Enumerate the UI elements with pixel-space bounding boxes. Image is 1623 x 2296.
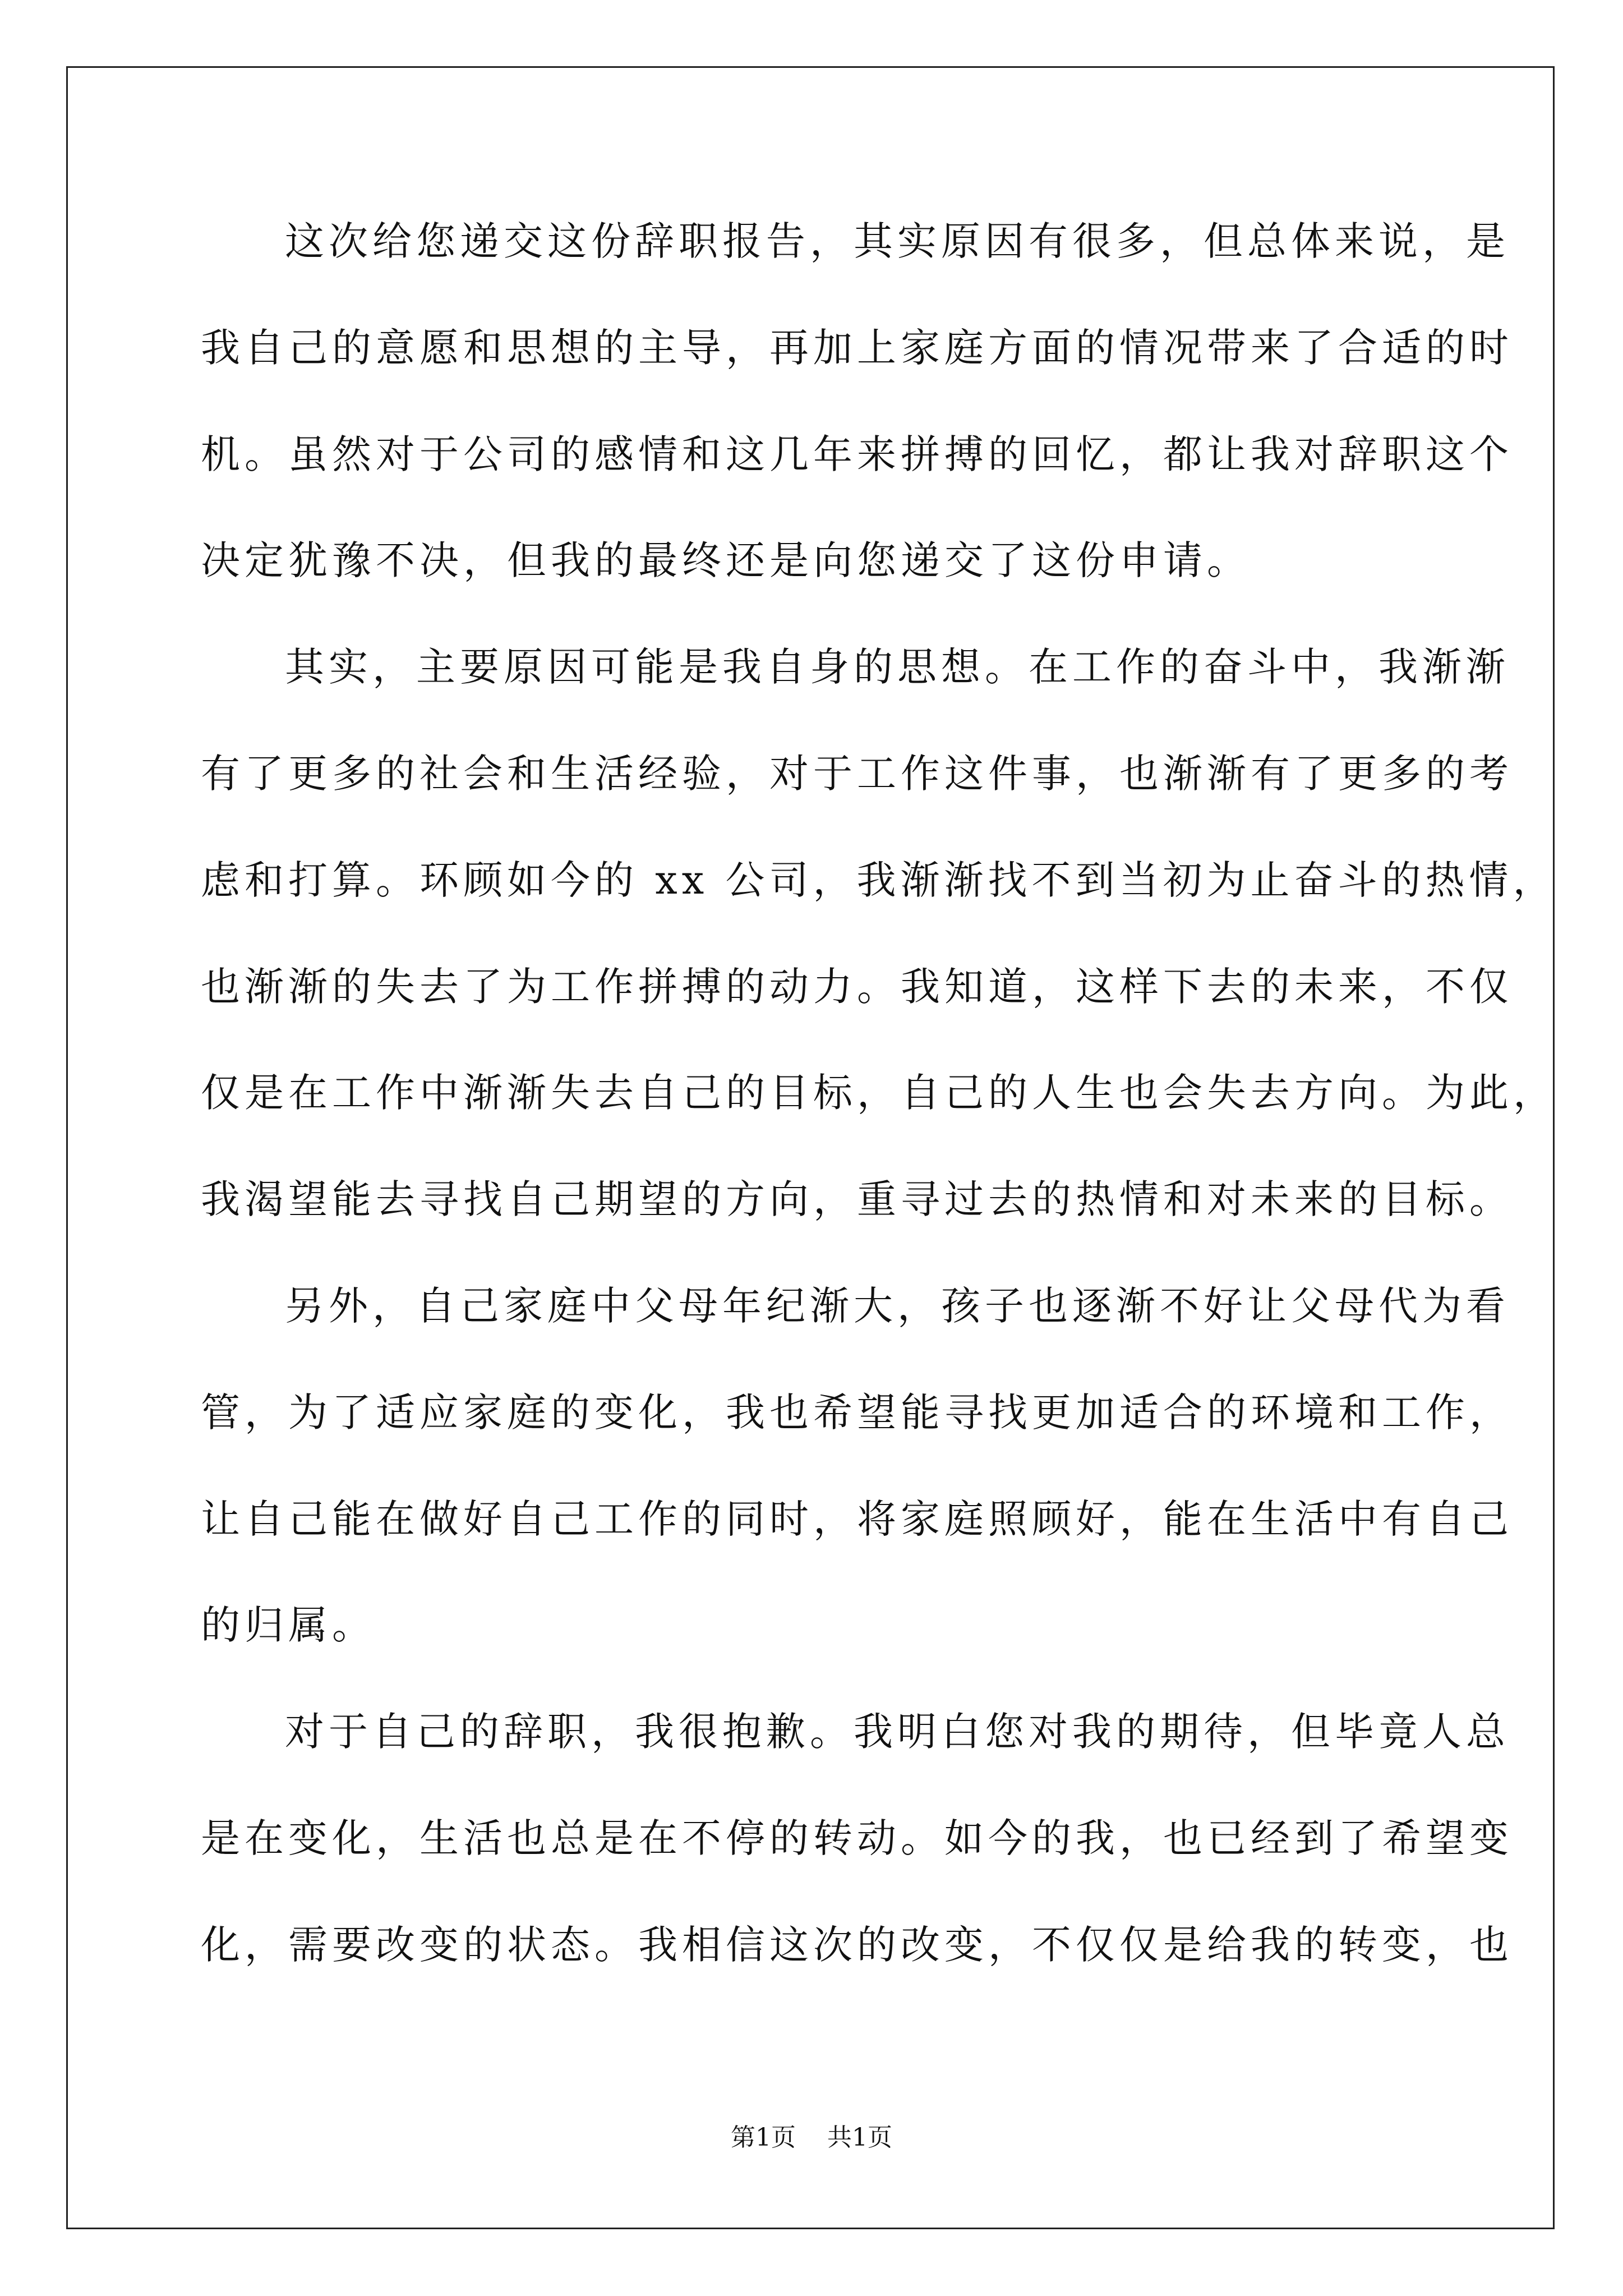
text-line: 仅是在工作中渐渐失去自己的目标，自己的人生也会失去方向。为此， [201,1070,1557,1116]
page-footer [0,2124,1623,2152]
text-line: 化，需要改变的状态。我相信这次的改变，不仅仅是给我的转变，也 [201,1921,1513,1968]
page-total: 共1页 [827,2123,892,2152]
text-line: 让自己能在做好自己工作的同时，将家庭照顾好，能在生活中有自己 [201,1496,1513,1542]
text-line: 机。虽然对于公司的感情和这几年来拼搏的回忆，都让我对辞职这个 [201,431,1513,477]
text-line: 对于自己的辞职，我很抱歉。我明白您对我的期待，但毕竟人总 [285,1709,1510,1755]
text-line: 也渐渐的失去了为工作拼搏的动力。我知道，这样下去的未来，不仅 [201,963,1513,1010]
text-line: 是在变化，生活也总是在不停的转动。如今的我，也已经到了希望变 [201,1815,1513,1861]
text-line: 我渴望能去寻找自己期望的方向，重寻过去的热情和对未来的目标。 [201,1176,1513,1223]
text-line: 的归属。 [201,1602,376,1649]
text-line: 有了更多的社会和生活经验，对于工作这件事，也渐渐有了更多的考 [201,750,1513,797]
text-line: 其实，主要原因可能是我自身的思想。在工作的奋斗中，我渐渐 [285,644,1510,691]
text-line: 管，为了适应家庭的变化，我也希望能寻找更加适合的环境和工作， [201,1389,1513,1435]
text-line: 决定犹豫不决，但我的最终还是向您递交了这份申请。 [201,537,1251,584]
text-line: 另外，自己家庭中父母年纪渐大，孩子也逐渐不好让父母代为看 [285,1282,1510,1329]
text-line: 我自己的意愿和思想的主导，再加上家庭方面的情况带来了合适的时 [201,324,1513,371]
text-line: 这次给您递交这份辞职报告，其实原因有很多，但总体来说，是 [285,218,1510,264]
page-number: 第1页 [731,2123,796,2152]
document-body [201,218,1557,2032]
text-line: 虑和打算。环顾如今的 xx 公司，我渐渐找不到当初为止奋斗的热情， [201,857,1557,903]
